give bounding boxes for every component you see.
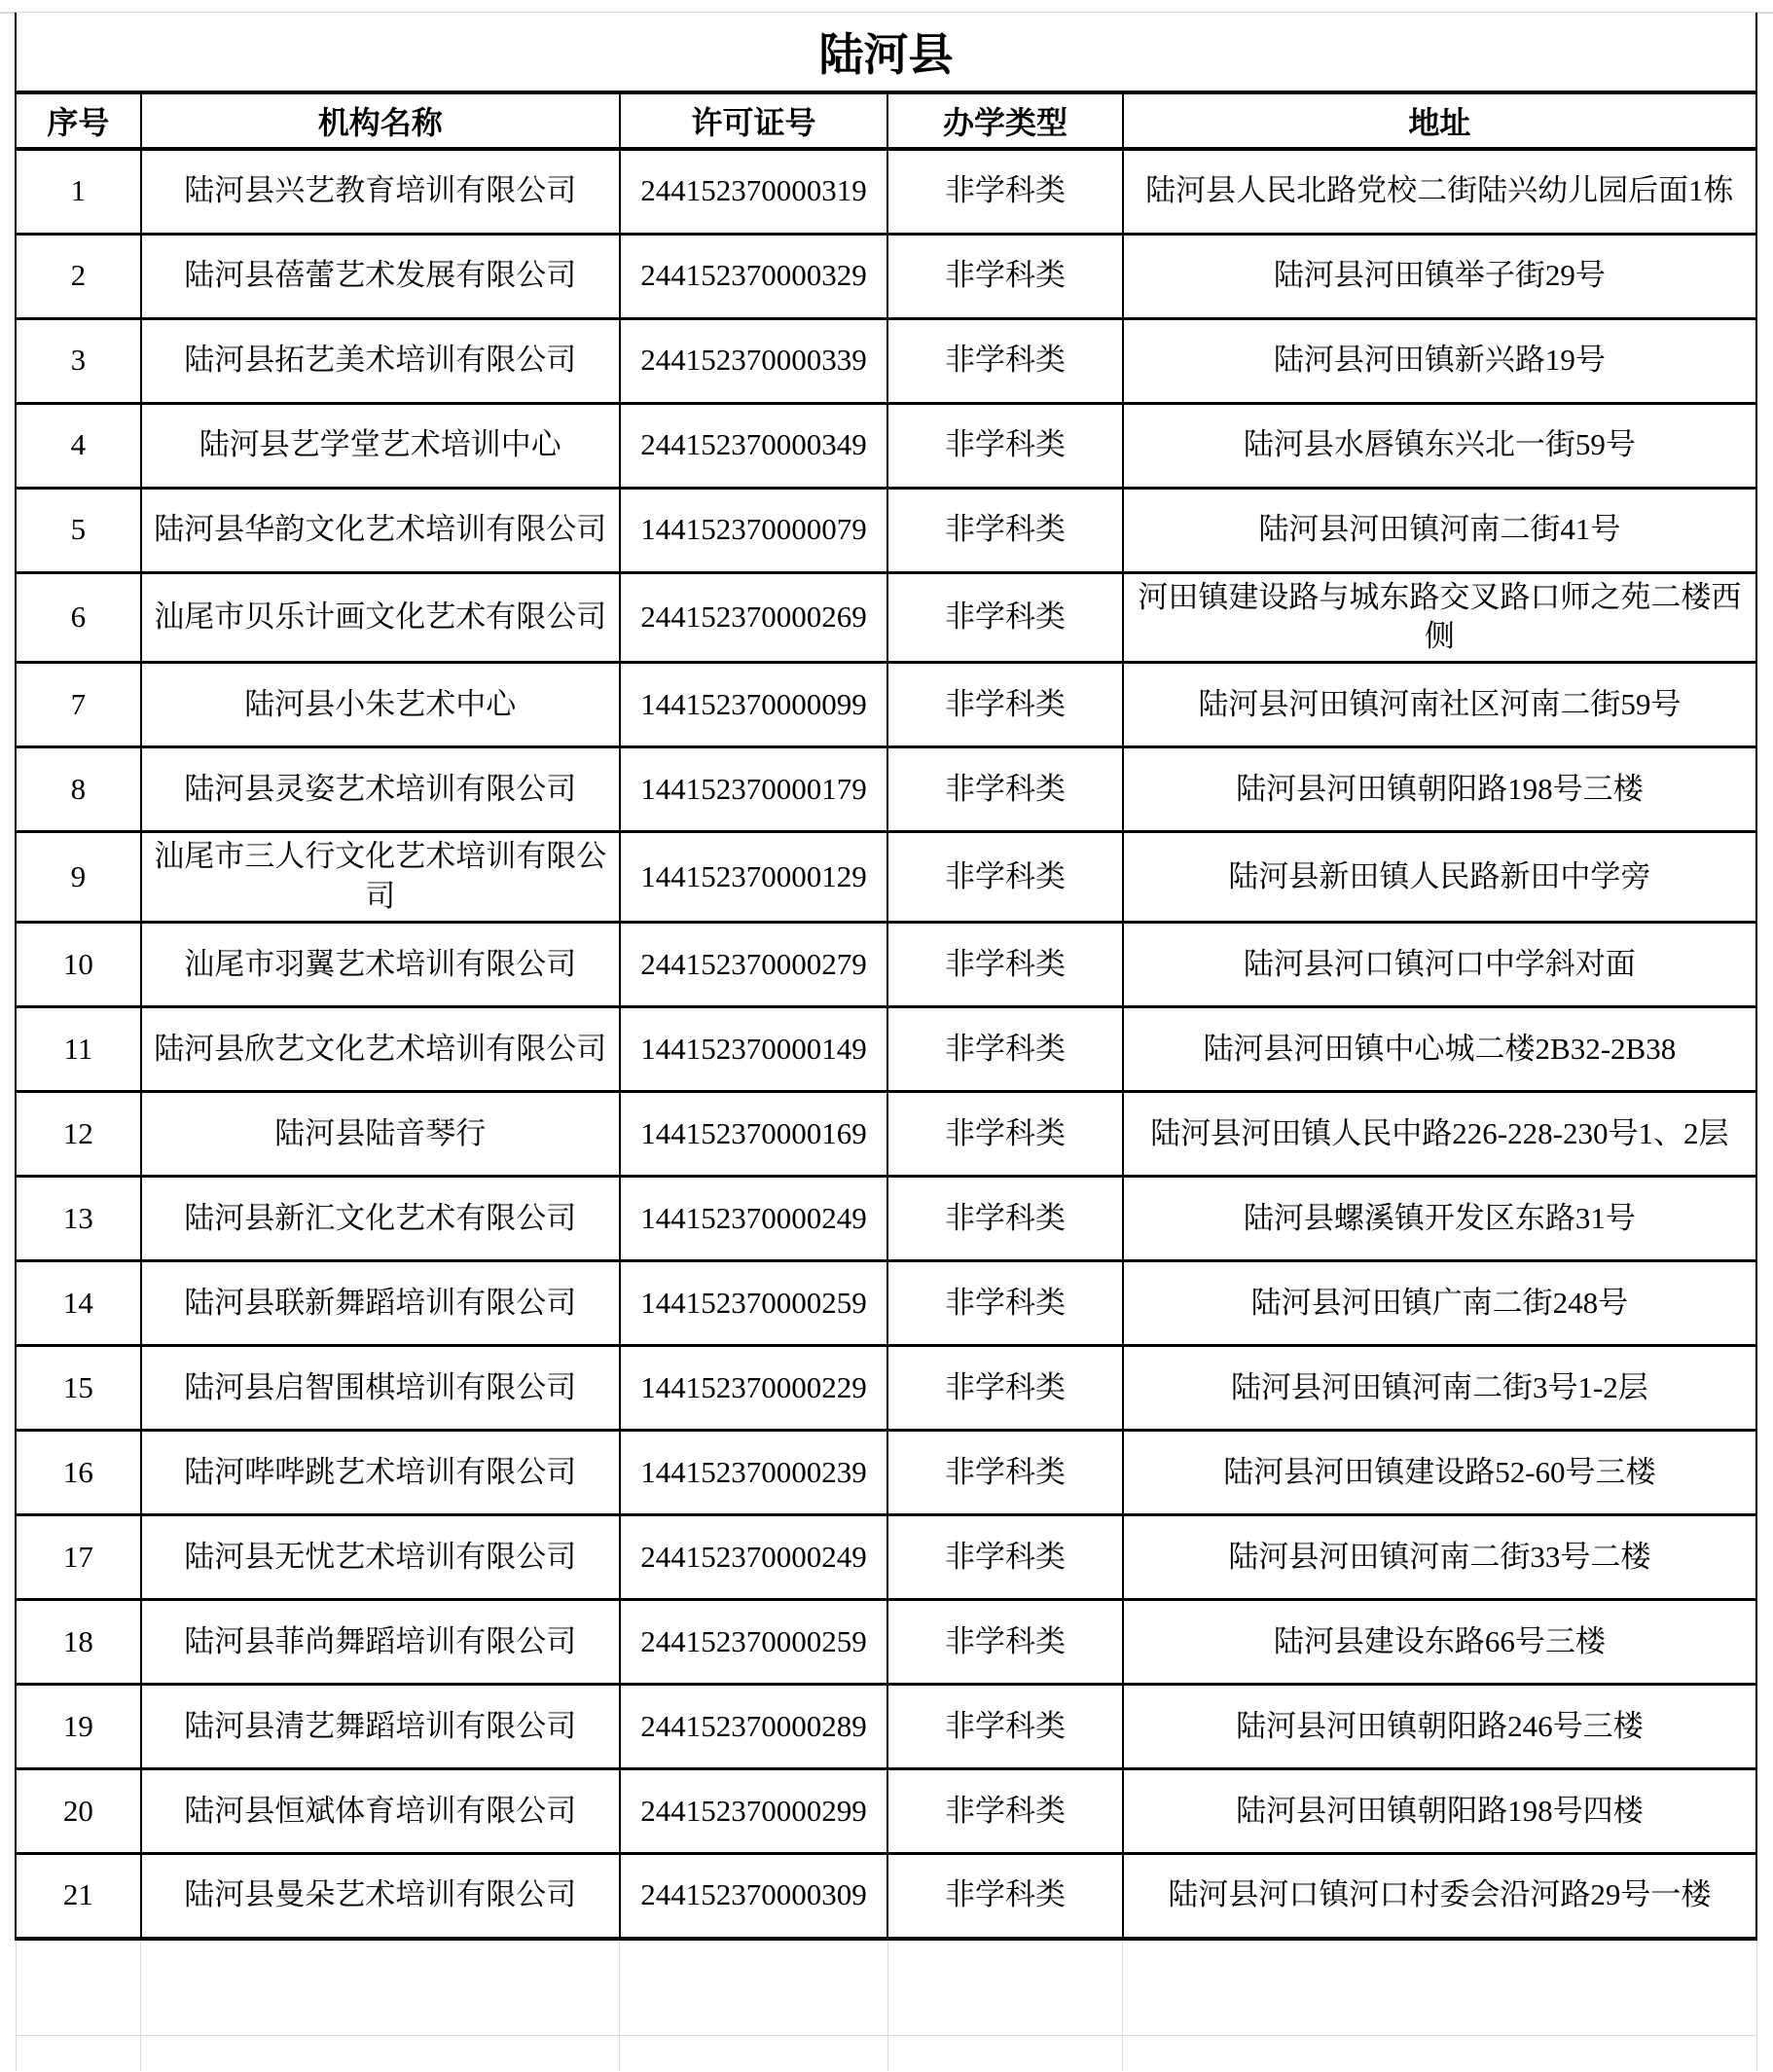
address-cell: 陆河县河田镇朝阳路198号四楼 [1123,1769,1756,1854]
address-cell: 陆河县水唇镇东兴北一街59号 [1123,403,1756,488]
license-number-cell: 144152370000099 [620,663,888,747]
table-row [16,488,1756,572]
school-type-cell: 非学科类 [887,1515,1123,1600]
school-type-cell: 非学科类 [887,1007,1123,1092]
address-cell: 陆河县河田镇朝阳路246号三楼 [1123,1685,1756,1769]
table-row [16,1600,1756,1685]
table-row [16,149,1756,234]
address-cell: 陆河县河田镇广南二街248号 [1123,1261,1756,1346]
institution-name-cell: 陆河县华韵文化艺术培训有限公司 [141,488,620,572]
institution-name-cell: 陆河县菲尚舞蹈培训有限公司 [141,1600,620,1685]
institution-name-cell: 陆河县兴艺教育培训有限公司 [141,149,620,234]
table-row [16,1515,1756,1600]
page-title: 陆河县 [16,13,1756,92]
institution-name-cell: 陆河县灵姿艺术培训有限公司 [141,747,620,832]
column-header-address: 地址 [1123,92,1756,149]
table-row [16,747,1756,832]
table-row [16,234,1756,318]
table-row [16,403,1756,488]
table-row [16,1092,1756,1177]
table-row [16,1346,1756,1431]
empty-row [16,1939,1756,2036]
empty-cell [141,1939,620,2036]
license-number-cell: 244152370000259 [620,1600,888,1685]
license-number-cell: 244152370000299 [620,1769,888,1854]
address-cell: 陆河县河田镇河南二街33号二楼 [1123,1515,1756,1600]
column-header-type: 办学类型 [887,92,1123,149]
institution-name-cell: 陆河县联新舞蹈培训有限公司 [141,1261,620,1346]
school-type-cell: 非学科类 [887,1854,1123,1939]
license-number-cell: 144152370000249 [620,1177,888,1261]
empty-cell [887,2036,1123,2071]
license-number-cell: 244152370000309 [620,1854,888,1939]
school-type-cell: 非学科类 [887,1600,1123,1685]
school-type-cell: 非学科类 [887,1177,1123,1261]
address-cell: 陆河县河田镇中心城二楼2B32-2B38 [1123,1007,1756,1092]
license-number-cell: 144152370000169 [620,1092,888,1177]
address-cell: 陆河县河田镇河南社区河南二街59号 [1123,663,1756,747]
institution-name-cell: 陆河县小朱艺术中心 [141,663,620,747]
institution-name-cell: 汕尾市贝乐计画文化艺术有限公司 [141,572,620,663]
address-cell: 陆河县河田镇建设路52-60号三楼 [1123,1431,1756,1515]
empty-cell [620,2036,888,2071]
license-number-cell: 244152370000339 [620,318,888,403]
row-index-cell: 2 [16,234,141,318]
license-number-cell: 144152370000149 [620,1007,888,1092]
row-index-cell: 1 [16,149,141,234]
license-number-cell: 144152370000239 [620,1431,888,1515]
address-cell: 河田镇建设路与城东路交叉路口师之苑二楼西侧 [1123,572,1756,663]
school-type-cell: 非学科类 [887,403,1123,488]
table-row [16,1685,1756,1769]
table-row [16,832,1756,923]
row-index-cell: 21 [16,1854,141,1939]
school-type-cell: 非学科类 [887,149,1123,234]
row-index-cell: 8 [16,747,141,832]
empty-cell [16,2036,141,2071]
address-cell: 陆河县河田镇人民中路226-228-230号1、2层 [1123,1092,1756,1177]
institution-table [15,13,1757,2071]
license-number-cell: 244152370000249 [620,1515,888,1600]
empty-row-partial [16,2036,1756,2071]
institution-name-cell: 陆河县无忧艺术培训有限公司 [141,1515,620,1600]
row-index-cell: 9 [16,832,141,923]
empty-cell [1123,2036,1756,2071]
address-cell: 陆河县人民北路党校二街陆兴幼儿园后面1栋 [1123,149,1756,234]
table-row [16,923,1756,1007]
row-index-cell: 11 [16,1007,141,1092]
row-index-cell: 13 [16,1177,141,1261]
license-number-cell: 144152370000259 [620,1261,888,1346]
license-number-cell: 244152370000289 [620,1685,888,1769]
row-index-cell: 10 [16,923,141,1007]
spreadsheet-area [15,13,1757,2071]
license-number-cell: 144152370000129 [620,832,888,923]
address-cell: 陆河县螺溪镇开发区东路31号 [1123,1177,1756,1261]
table-row [16,1769,1756,1854]
table-body [16,149,1756,1939]
row-index-cell: 19 [16,1685,141,1769]
column-header-name: 机构名称 [141,92,620,149]
address-cell: 陆河县河田镇新兴路19号 [1123,318,1756,403]
school-type-cell: 非学科类 [887,318,1123,403]
school-type-cell: 非学科类 [887,572,1123,663]
school-type-cell: 非学科类 [887,1431,1123,1515]
column-header-index: 序号 [16,92,141,149]
empty-cell [141,2036,620,2071]
license-number-cell: 144152370000229 [620,1346,888,1431]
institution-name-cell: 陆河哔哔跳艺术培训有限公司 [141,1431,620,1515]
address-cell: 陆河县河口镇河口村委会沿河路29号一楼 [1123,1854,1756,1939]
row-index-cell: 6 [16,572,141,663]
row-index-cell: 3 [16,318,141,403]
row-index-cell: 17 [16,1515,141,1600]
license-number-cell: 244152370000279 [620,923,888,1007]
institution-name-cell: 陆河县清艺舞蹈培训有限公司 [141,1685,620,1769]
row-index-cell: 20 [16,1769,141,1854]
school-type-cell: 非学科类 [887,1769,1123,1854]
table-row [16,1007,1756,1092]
table-row [16,1854,1756,1939]
table-row [16,663,1756,747]
empty-grid-rows [16,1939,1756,2071]
address-cell: 陆河县建设东路66号三楼 [1123,1600,1756,1685]
school-type-cell: 非学科类 [887,923,1123,1007]
title-row [16,13,1756,92]
school-type-cell: 非学科类 [887,1685,1123,1769]
row-index-cell: 15 [16,1346,141,1431]
row-index-cell: 7 [16,663,141,747]
license-number-cell: 144152370000179 [620,747,888,832]
school-type-cell: 非学科类 [887,234,1123,318]
license-number-cell: 244152370000319 [620,149,888,234]
institution-name-cell: 汕尾市羽翼艺术培训有限公司 [141,923,620,1007]
school-type-cell: 非学科类 [887,747,1123,832]
school-type-cell: 非学科类 [887,832,1123,923]
address-cell: 陆河县新田镇人民路新田中学旁 [1123,832,1756,923]
institution-name-cell: 陆河县蓓蕾艺术发展有限公司 [141,234,620,318]
school-type-cell: 非学科类 [887,1092,1123,1177]
address-cell: 陆河县河田镇朝阳路198号三楼 [1123,747,1756,832]
institution-name-cell: 陆河县艺学堂艺术培训中心 [141,403,620,488]
institution-name-cell: 陆河县曼朵艺术培训有限公司 [141,1854,620,1939]
table-row [16,1431,1756,1515]
row-index-cell: 12 [16,1092,141,1177]
column-header-license: 许可证号 [620,92,888,149]
table-row [16,1177,1756,1261]
table-row [16,572,1756,663]
address-cell: 陆河县河田镇举子街29号 [1123,234,1756,318]
institution-name-cell: 汕尾市三人行文化艺术培训有限公司 [141,832,620,923]
table-row [16,318,1756,403]
row-index-cell: 14 [16,1261,141,1346]
license-number-cell: 144152370000079 [620,488,888,572]
institution-name-cell: 陆河县陆音琴行 [141,1092,620,1177]
row-index-cell: 4 [16,403,141,488]
empty-cell [16,1939,141,2036]
table-row [16,1261,1756,1346]
address-cell: 陆河县河田镇河南二街3号1-2层 [1123,1346,1756,1431]
institution-name-cell: 陆河县启智围棋培训有限公司 [141,1346,620,1431]
row-index-cell: 16 [16,1431,141,1515]
address-cell: 陆河县河口镇河口中学斜对面 [1123,923,1756,1007]
license-number-cell: 244152370000269 [620,572,888,663]
license-number-cell: 244152370000349 [620,403,888,488]
institution-name-cell: 陆河县恒斌体育培训有限公司 [141,1769,620,1854]
row-index-cell: 5 [16,488,141,572]
institution-name-cell: 陆河县拓艺美术培训有限公司 [141,318,620,403]
institution-name-cell: 陆河县欣艺文化艺术培训有限公司 [141,1007,620,1092]
empty-cell [887,1939,1123,2036]
school-type-cell: 非学科类 [887,1346,1123,1431]
license-number-cell: 244152370000329 [620,234,888,318]
school-type-cell: 非学科类 [887,1261,1123,1346]
row-index-cell: 18 [16,1600,141,1685]
institution-name-cell: 陆河县新汇文化艺术有限公司 [141,1177,620,1261]
header-row [16,92,1756,149]
school-type-cell: 非学科类 [887,663,1123,747]
address-cell: 陆河县河田镇河南二街41号 [1123,488,1756,572]
empty-cell [620,1939,888,2036]
school-type-cell: 非学科类 [887,488,1123,572]
empty-cell [1123,1939,1756,2036]
